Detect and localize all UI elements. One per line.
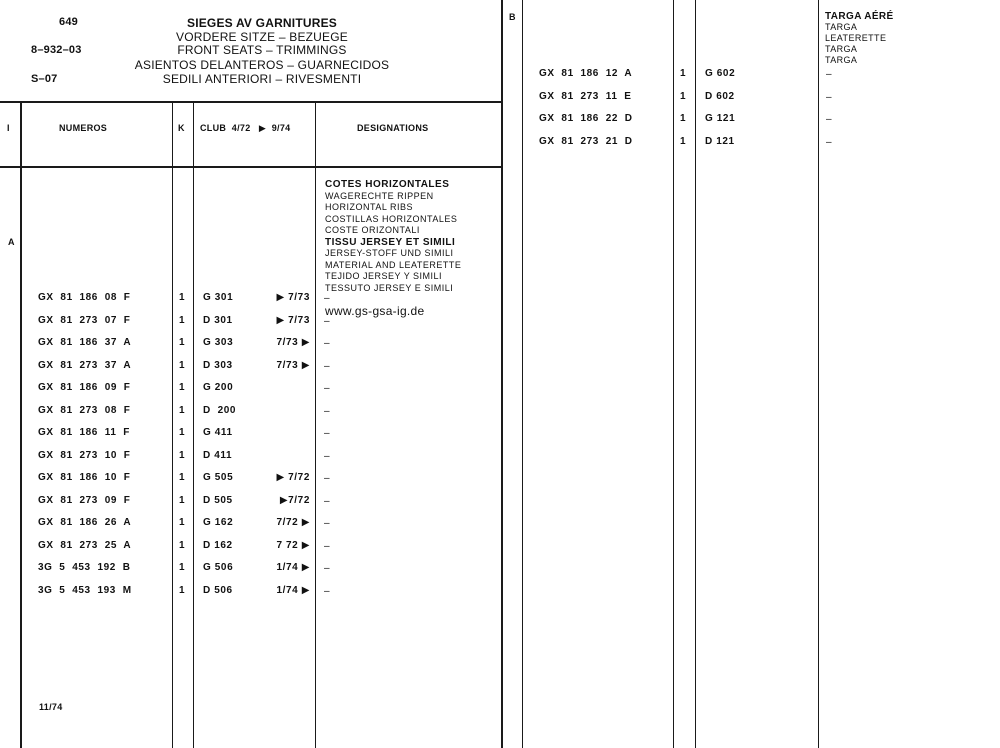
club-code: G 121	[705, 113, 736, 124]
description-line: COSTE ORIZONTALI	[325, 225, 420, 235]
part-number: GX 81 273 07 F	[38, 314, 131, 326]
description-line: WAGERECHTE RIPPEN	[325, 190, 434, 201]
designation-value: –	[324, 360, 331, 372]
club-code: D 505	[203, 494, 233, 506]
validity-date: 1/74 ▶	[276, 584, 310, 596]
quantity-k: 1	[179, 359, 186, 371]
header-divider	[0, 101, 502, 103]
part-number: GX 81 186 22 D	[539, 113, 633, 124]
quantity-k: 1	[179, 562, 186, 573]
right-designation-header	[825, 11, 894, 66]
club-code: G 505	[203, 472, 234, 483]
right-col-line-a	[522, 0, 523, 748]
validity-date: ▶ 7/73	[276, 314, 310, 326]
col-divider-numeros-k	[172, 102, 173, 748]
part-number: 3G 5 453 193 M	[38, 584, 132, 596]
quantity-k: 1	[179, 382, 186, 393]
des-header-line: TARGA	[825, 44, 858, 54]
designation-value: –	[826, 136, 833, 148]
col-divider-club-des	[315, 102, 316, 748]
des-header-line: TARGA AÉRÉ	[825, 11, 894, 22]
col-header-numeros: NUMEROS	[59, 123, 108, 133]
designation-value: –	[324, 405, 331, 417]
quantity-k: 1	[179, 449, 186, 461]
quantity-k: 1	[680, 68, 687, 79]
description-line: TEJIDO JERSEY Y SIMILI	[325, 271, 443, 281]
left-edge-line	[20, 102, 22, 748]
designation-value: –	[324, 585, 331, 597]
quantity-k: 1	[179, 472, 186, 483]
column-header-divider	[0, 166, 502, 168]
ref-code: 8–932–03	[31, 44, 82, 56]
club-code: G 506	[203, 562, 234, 573]
description-line: COSTILLAS HORIZONTALES	[325, 213, 458, 224]
designation-value: –	[324, 338, 331, 349]
part-number: GX 81 273 10 F	[38, 449, 131, 461]
club-code: D 506	[203, 584, 233, 596]
section-letter-a: A	[8, 237, 15, 247]
designation-value: –	[324, 563, 331, 574]
quantity-k: 1	[680, 113, 687, 124]
col-header-k: K	[178, 123, 185, 133]
quantity-k: 1	[680, 90, 687, 102]
part-number: 3G 5 453 192 B	[38, 562, 131, 573]
designation-value: –	[324, 293, 331, 304]
club-code: D 162	[203, 539, 233, 551]
validity-date: 7/72 ▶	[276, 517, 310, 528]
description-line: COTES HORIZONTALES	[325, 179, 450, 190]
designation-value: –	[324, 540, 331, 552]
quantity-k: 1	[179, 517, 186, 528]
part-number: GX 81 186 08 F	[38, 292, 131, 303]
part-number: GX 81 273 09 F	[38, 494, 131, 506]
quantity-k: 1	[179, 494, 186, 506]
source-url: www.gs-gsa-ig.de	[325, 304, 425, 318]
right-col-line-b	[673, 0, 674, 748]
part-number: GX 81 186 09 F	[38, 382, 131, 393]
part-number: GX 81 273 11 E	[539, 90, 632, 102]
quantity-k: 1	[680, 135, 687, 147]
description-line: MATERIAL AND LEATERETTE	[325, 259, 462, 270]
part-number: GX 81 273 08 F	[38, 404, 131, 416]
footer-date: 11/74	[39, 702, 63, 712]
club-code: G 303	[203, 337, 234, 348]
designation-description	[325, 179, 461, 294]
title-it: SEDILI ANTERIORI – RIVESMENTI	[162, 72, 362, 86]
description-line: JERSEY-STOFF UND SIMILI	[325, 248, 454, 258]
part-number: GX 81 273 37 A	[38, 359, 132, 371]
des-header-line: TARGA	[825, 22, 858, 32]
part-number: GX 81 186 26 A	[38, 517, 132, 528]
description-line: TESSUTO JERSEY E SIMILI	[325, 282, 454, 293]
quantity-k: 1	[179, 292, 186, 303]
club-code: D 303	[203, 359, 233, 371]
club-code: D 301	[203, 314, 233, 326]
club-code: D 121	[705, 135, 735, 147]
title-fr: SIEGES AV GARNITURES	[186, 16, 338, 30]
part-number: GX 81 273 21 D	[539, 135, 633, 147]
club-code: G 301	[203, 292, 234, 303]
part-number: GX 81 273 25 A	[38, 539, 132, 551]
designation-value: –	[324, 495, 331, 507]
club-code: G 162	[203, 517, 234, 528]
validity-date: 1/74 ▶	[276, 562, 310, 573]
validity-date: ▶ 7/72	[276, 472, 310, 483]
club-code: D 200	[203, 404, 237, 416]
designation-value: –	[826, 114, 833, 125]
designation-value: –	[324, 315, 331, 327]
part-number: GX 81 186 12 A	[539, 68, 633, 79]
designation-value: –	[324, 450, 331, 462]
des-header-line: TARGA	[825, 55, 858, 65]
description-line: TISSU JERSEY ET SIMILI	[325, 236, 456, 248]
part-number: GX 81 186 11 F	[38, 427, 130, 438]
quantity-k: 1	[179, 337, 186, 348]
club-code: D 602	[705, 90, 735, 102]
validity-date: 7/73 ▶	[276, 359, 310, 371]
validity-date: 7/73 ▶	[276, 337, 310, 348]
description-line: HORIZONTAL RIBS	[325, 202, 414, 212]
club-code: D 411	[203, 449, 233, 461]
club-code: G 411	[203, 427, 233, 438]
col-header-index: I	[7, 123, 10, 133]
validity-date: ▶ 7/73	[276, 292, 310, 303]
quantity-k: 1	[179, 584, 186, 596]
right-col-line-c	[695, 0, 696, 748]
designation-value: –	[324, 473, 331, 484]
right-col-line-d	[818, 0, 819, 748]
club-code: G 602	[705, 68, 736, 79]
title-de: VORDERE SITZE – BEZUEGE	[176, 30, 348, 44]
quantity-k: 1	[179, 539, 186, 551]
quantity-k: 1	[179, 427, 186, 438]
part-number: GX 81 186 10 F	[38, 472, 131, 483]
title-en: FRONT SEATS – TRIMMINGS	[177, 43, 347, 57]
page-number: 649	[59, 16, 78, 28]
col-header-club: CLUB 4/72 ▶ 9/74	[200, 123, 291, 133]
club-code: G 200	[203, 382, 234, 393]
designation-value: –	[324, 383, 331, 394]
designation-value: –	[324, 428, 331, 439]
part-number: GX 81 186 37 A	[38, 337, 132, 348]
validity-date: 7 72 ▶	[276, 539, 310, 551]
title-es: ASIENTOS DELANTEROS – GUARNECIDOS	[134, 58, 390, 72]
section-letter-b: B	[509, 12, 516, 22]
page-center-line	[501, 0, 503, 748]
quantity-k: 1	[179, 404, 186, 416]
validity-date: ▶7/72	[279, 494, 310, 506]
designation-value: –	[826, 69, 833, 80]
quantity-k: 1	[179, 314, 186, 326]
designation-value: –	[324, 518, 331, 529]
col-divider-k-club	[193, 102, 194, 748]
des-header-line: LEATERETTE	[825, 33, 887, 43]
section-code: S–07	[31, 73, 58, 85]
col-header-designations: DESIGNATIONS	[357, 123, 429, 133]
designation-value: –	[826, 91, 833, 103]
